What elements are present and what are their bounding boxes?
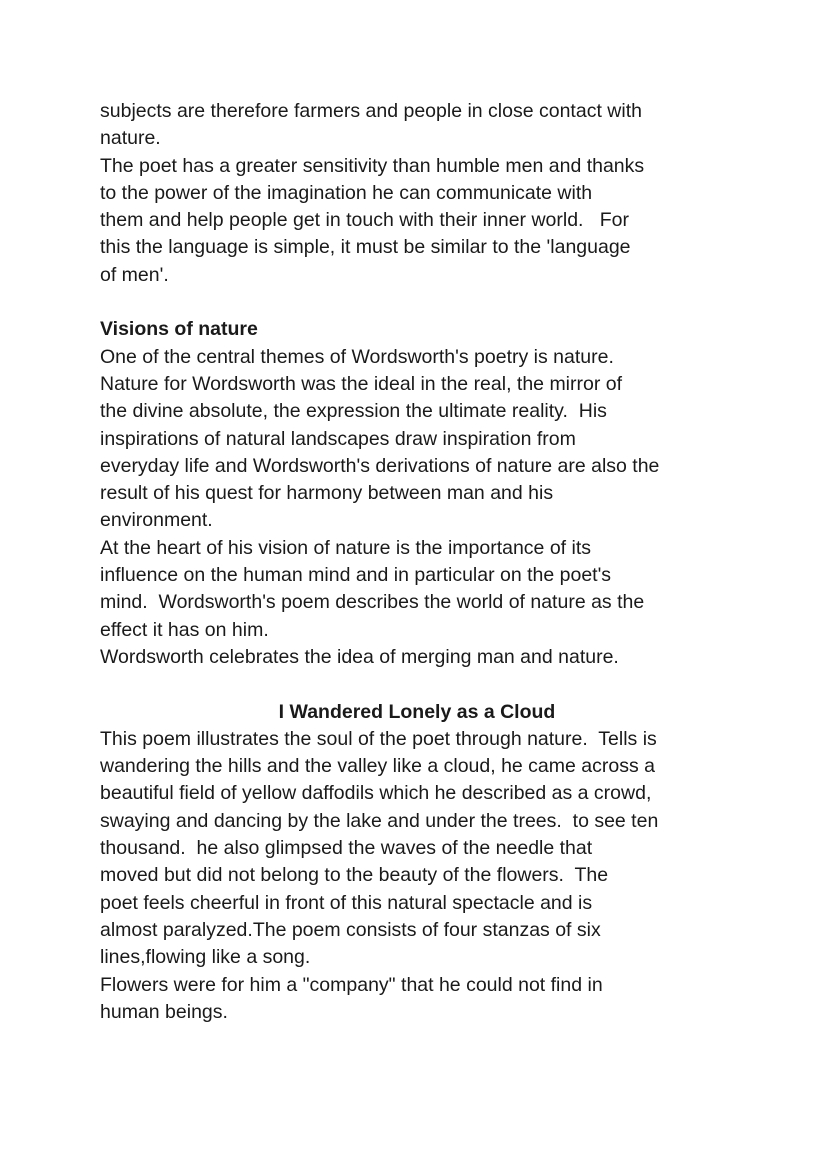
text-line: almost paralyzed.The poem consists of four stanzas of six <box>100 918 601 941</box>
text-line: effect it has on him. <box>100 618 269 641</box>
visions-section <box>100 316 740 671</box>
text-line: nature. <box>100 127 161 150</box>
intro-paragraph <box>100 98 740 289</box>
text-line: One of the central themes of Wordsworth's poetry is nature. <box>100 345 614 368</box>
text-line: them and help people get in touch with their inner world. For <box>100 209 629 232</box>
text-line: environment. <box>100 509 213 532</box>
text-line: mind. Wordsworth's poem describes the world of nature as the <box>100 591 645 614</box>
text-line: inspirations of natural landscapes draw inspiration from <box>100 427 576 450</box>
text-line: result of his quest for harmony between man and his <box>100 482 554 505</box>
text-line: everyday life and Wordsworth's derivations of nature are also the <box>100 454 660 477</box>
spacer <box>100 671 740 698</box>
poem-section <box>100 699 740 1027</box>
text-line: thousand. he also glimpsed the waves of the needle that <box>100 837 593 860</box>
text-line: this the language is simple, it must be similar to the 'language <box>100 236 631 259</box>
text-line: poet feels cheerful in front of this natural spectacle and is <box>100 891 593 914</box>
text-line: At the heart of his vision of nature is the importance of its <box>100 536 592 559</box>
text-line: swaying and dancing by the lake and under the trees. to see ten <box>100 809 659 832</box>
text-line: Wordsworth celebrates the idea of merging man and nature. <box>100 645 619 668</box>
document-page <box>100 98 740 1026</box>
text-line: influence on the human mind and in particular on the poet's <box>100 564 612 587</box>
text-line: The poet has a greater sensitivity than humble men and thanks <box>100 154 645 177</box>
text-line: wandering the hills and the valley like a cloud, he came across a <box>100 755 655 778</box>
poem-title: I Wandered Lonely as a Cloud <box>278 700 556 723</box>
text-line: Flowers were for him a "company" that he could not find in <box>100 973 603 996</box>
text-line: Nature for Wordsworth was the ideal in the real, the mirror of <box>100 372 623 395</box>
text-line: to the power of the imagination he can communicate with <box>100 181 593 204</box>
spacer <box>100 289 740 316</box>
text-line: lines,flowing like a song. <box>100 946 311 969</box>
text-line: beautiful field of yellow daffodils which he described as a crowd, <box>100 782 652 805</box>
text-line: human beings. <box>100 1000 228 1023</box>
section-heading: Visions of nature <box>100 318 258 341</box>
text-line: This poem illustrates the soul of the poet through nature. Tells is <box>100 727 657 750</box>
text-line: of men'. <box>100 263 169 286</box>
text-line: moved but did not belong to the beauty of the flowers. The <box>100 864 609 887</box>
text-line: subjects are therefore farmers and people in close contact with <box>100 100 642 122</box>
text-line: the divine absolute, the expression the ultimate reality. His <box>100 400 607 423</box>
